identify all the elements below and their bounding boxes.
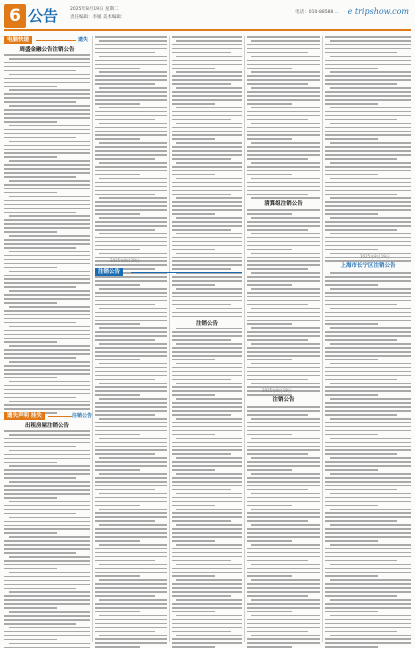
notice-article	[247, 36, 320, 648]
notice-heading-block	[325, 262, 411, 270]
notice-heading: 上海市长宁区注销公告	[340, 263, 396, 269]
column-divider	[169, 36, 170, 642]
section-banner	[4, 412, 93, 420]
notice-body	[172, 36, 242, 648]
notice-heading: 注销公告	[272, 397, 295, 403]
brand-logo: e tripshow.com	[347, 7, 409, 16]
notice-heading: 出租房屋注销公告	[24, 423, 69, 429]
notice-body	[325, 36, 411, 648]
notice-body	[4, 54, 90, 414]
issue-date: 2025年8月19日 星期二	[70, 7, 119, 12]
column-divider	[92, 36, 93, 642]
banner-tag: 电脑快递	[4, 36, 32, 44]
notice-date: 2025年8月19日	[262, 388, 292, 393]
banner-tag: 遗失声明 挂失	[4, 412, 45, 420]
notice-date: 2025年8月19日	[360, 254, 390, 259]
notice-date: 2025年8月19日	[110, 258, 140, 263]
notice-article	[4, 46, 90, 416]
notice-heading-block	[247, 200, 320, 208]
banner-tag: 注销公告	[95, 268, 123, 276]
page-number: 6	[4, 4, 26, 28]
banner-subtag: 遗失	[78, 37, 89, 43]
notice-article	[172, 36, 242, 648]
column-divider	[322, 36, 323, 642]
notice-heading-block	[172, 320, 242, 328]
banner-subtag: 注销公告	[72, 413, 93, 419]
column-divider	[244, 36, 245, 642]
issue-editor: 责任编辑：李媛 美术编辑：	[70, 15, 126, 20]
section-banner	[95, 268, 242, 276]
notice-heading: 周盛金融公告注销公告	[19, 47, 75, 53]
notice-body	[4, 430, 90, 648]
masthead-rule	[4, 29, 411, 31]
notice-heading: 注销公告	[195, 321, 218, 327]
masthead	[4, 4, 411, 30]
notice-heading-block	[247, 396, 320, 404]
notice-heading: 清算组注销公告	[264, 201, 303, 207]
section-banner	[4, 36, 90, 44]
section-title: 公告	[28, 7, 59, 25]
notice-article	[325, 36, 411, 648]
notice-body	[247, 36, 320, 648]
notice-article	[4, 422, 90, 648]
notice-article	[95, 36, 167, 648]
hotline-text: 电话：010-88588 ...	[295, 10, 339, 15]
notice-body	[95, 36, 167, 648]
